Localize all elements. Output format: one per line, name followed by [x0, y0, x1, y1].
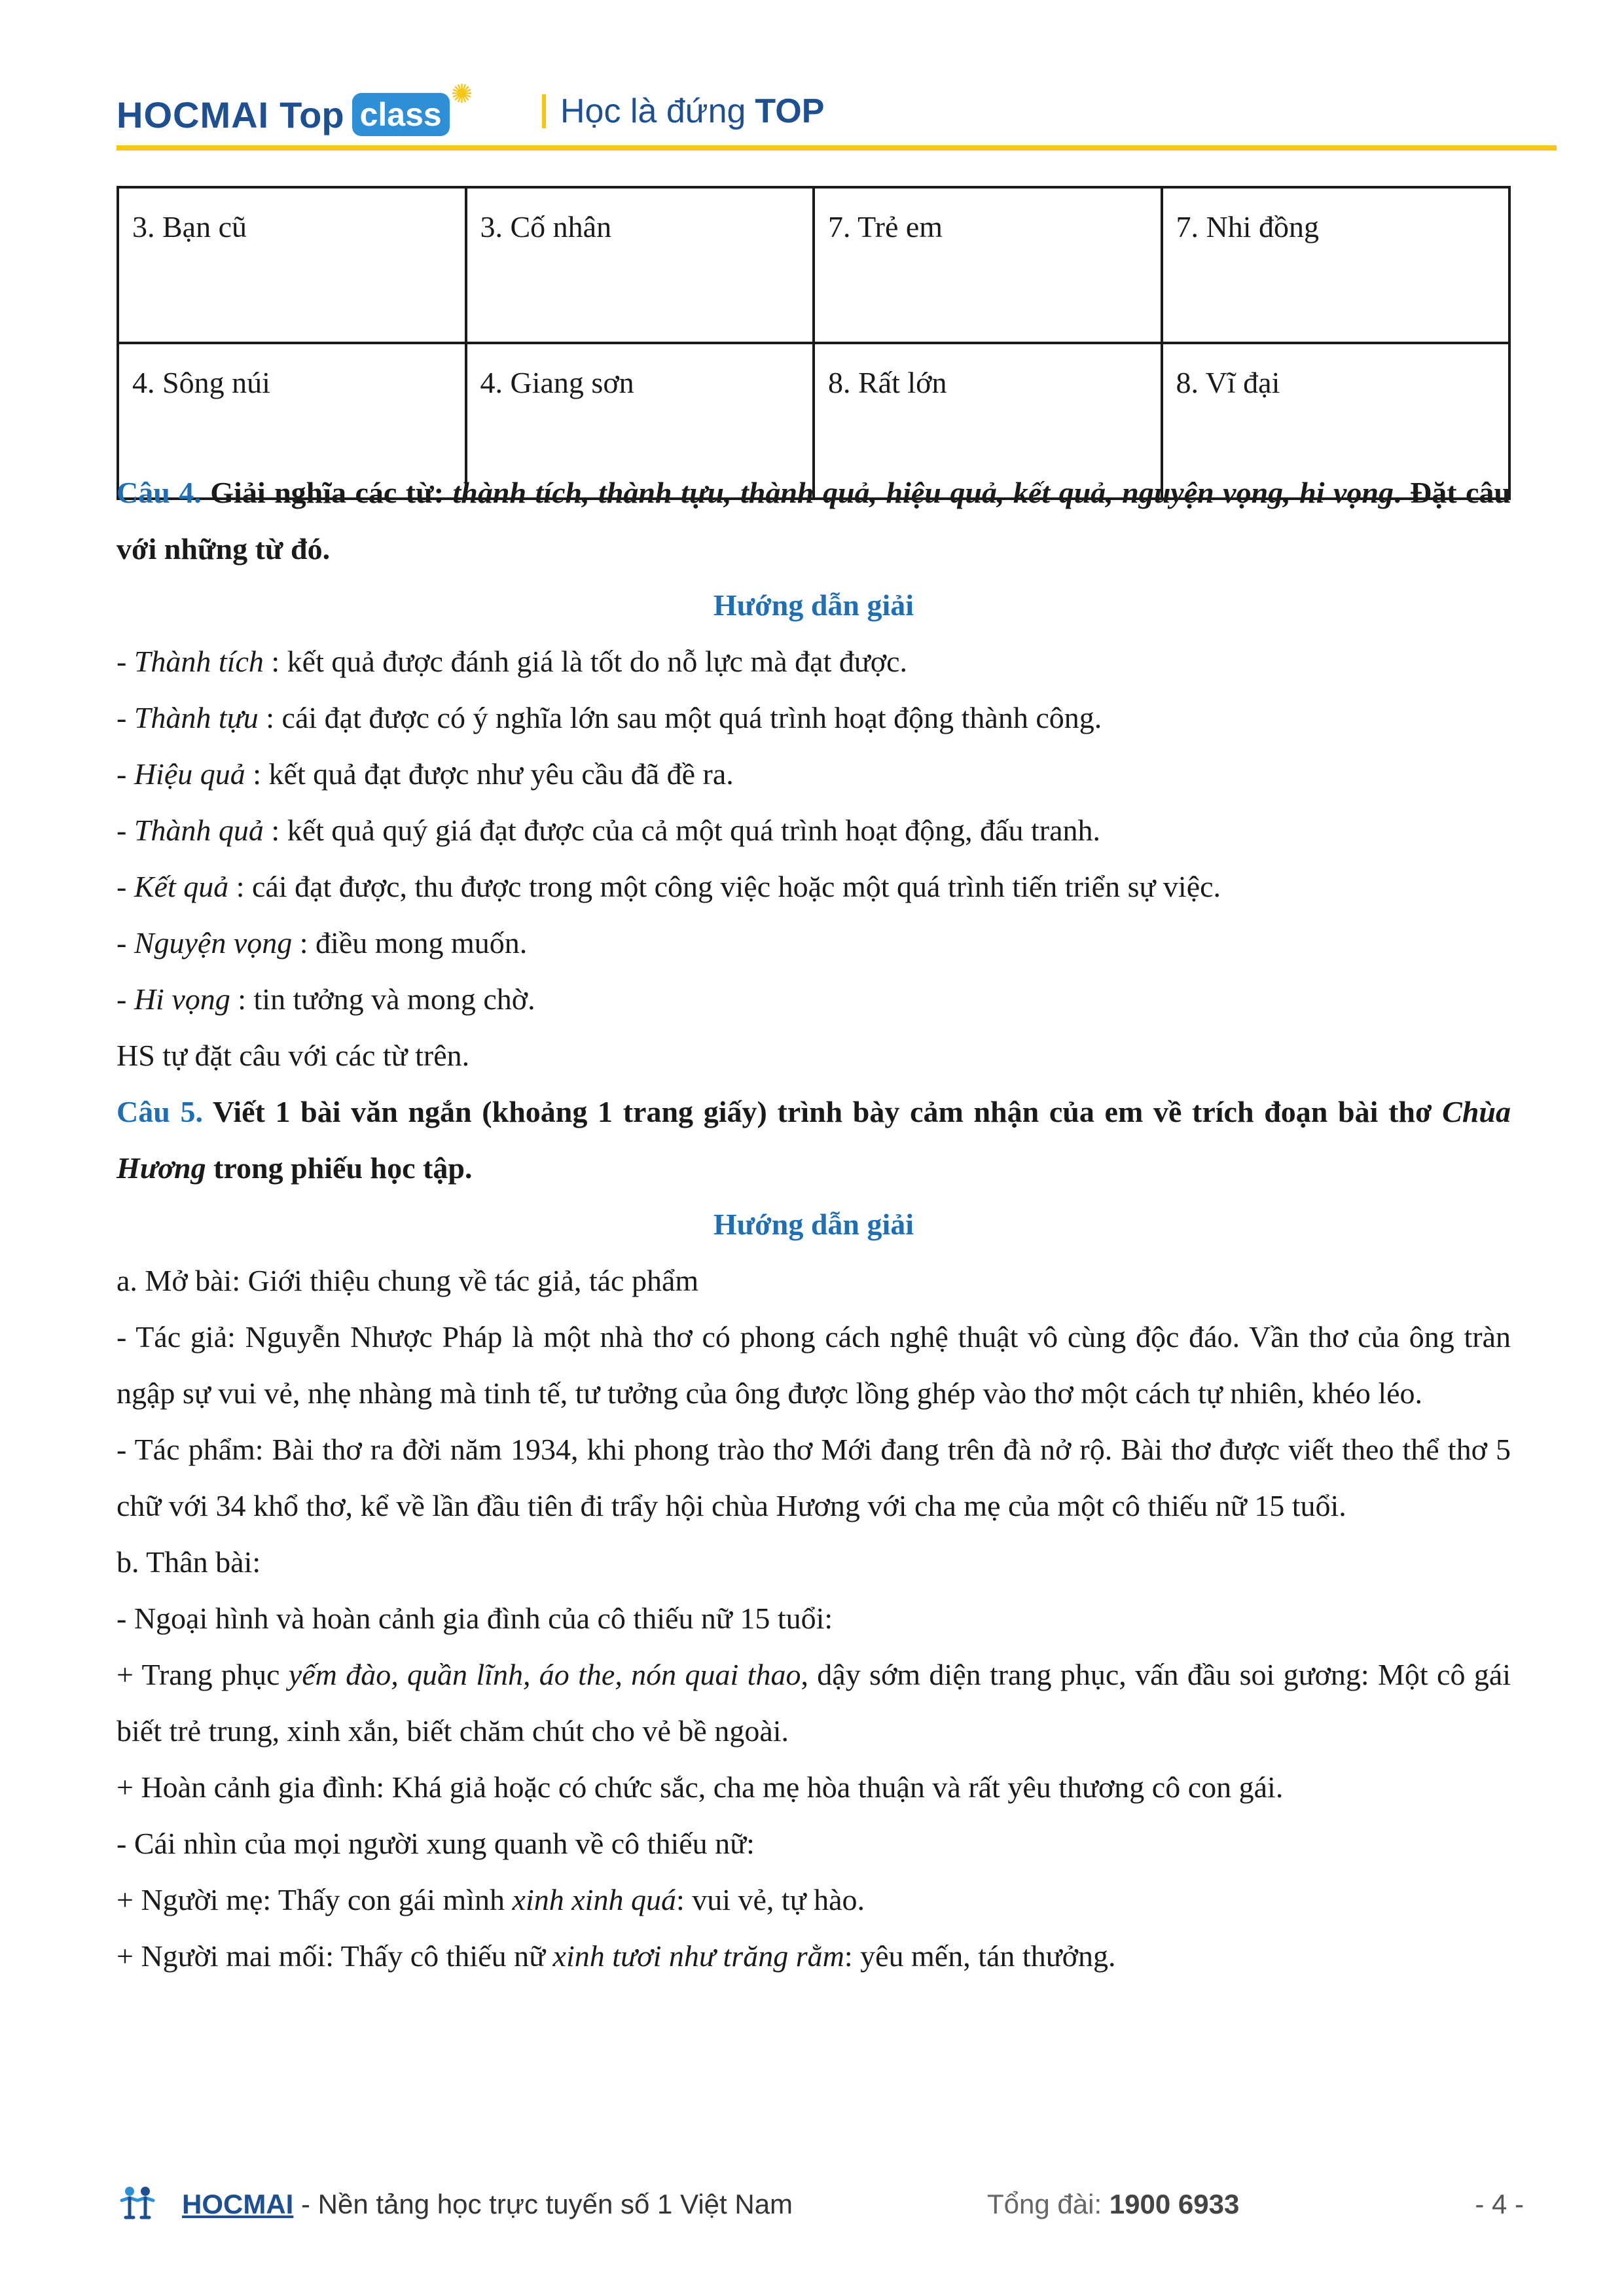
table-cell: 3. Bạn cũ: [118, 187, 466, 343]
definition-text: : kết quả đạt được như yêu cầu đã đề ra.: [245, 757, 734, 791]
section-heading: b. Thân bài:: [117, 1545, 261, 1579]
question-5-text-end: trong phiếu học tập.: [206, 1151, 473, 1185]
definition-term: Thành quả: [134, 814, 264, 847]
definition-term: Thành tích: [134, 645, 264, 678]
definition-text: : điều mong muốn.: [292, 926, 528, 960]
definition-text: : cái đạt được có ý nghĩa lớn sau một quá trình hoạt động thành công.: [258, 701, 1102, 734]
costume-text: + Trang phục: [117, 1658, 289, 1691]
question-4: [117, 465, 1511, 577]
definition-text: : kết quả được đánh giá là tốt do nỗ lực mà đạt được.: [263, 645, 908, 678]
page-header: [117, 72, 1557, 157]
logo-class-badge: class: [352, 93, 450, 136]
costume-items: yếm đào, quần lĩnh, áo the, nón quai thao: [288, 1658, 801, 1691]
header-tagline: [542, 92, 824, 131]
table-cell: 4. Giang sơn: [466, 343, 814, 499]
hocmai-people-icon: [117, 2183, 158, 2225]
matchmaker-line: [117, 1928, 1511, 1984]
author-paragraph: - Tác giả: Nguyễn Nhược Pháp là một nhà thơ có phong cách nghệ thuật vô cùng độc đáo. Vần thơ của ông tràn ngập sự vui vẻ, nhẹ nhàng mà tinh tế, tư tưởng của ông được lồng ghép vào thơ một cách tự nhiên, khéo léo.: [117, 1320, 1511, 1410]
definition-term: Hiệu quả: [134, 757, 245, 791]
work-paragraph: - Tác phẩm: Bài thơ ra đời năm 1934, khi phong trào thơ Mới đang trên đà nở rộ. Bài thơ được viết theo thể thơ 5 chữ với 34 khổ thơ, kể về lần đầu tiên đi trẩy hội chùa Hương với cha mẹ của một cô thiếu nữ 15 tuổi.: [117, 1433, 1511, 1522]
footer-brand: [182, 2189, 793, 2220]
synonym-table: [117, 186, 1511, 500]
sun-icon: ✺: [450, 79, 473, 109]
definition-text: : kết quả quý giá đạt được của cả một quá trình hoạt động, đấu tranh.: [263, 814, 1101, 847]
section-heading: a. Mở bài: Giới thiệu chung về tác giả, tác phẩm: [117, 1264, 699, 1297]
tagline-top: TOP: [755, 92, 825, 130]
question-5-text: Viết 1 bài văn ngắn (khoảng 1 trang giấy) trình bày cảm nhận của em về trích đoạn bài thơ: [202, 1095, 1443, 1128]
table-cell: 4. Sông núi: [118, 343, 466, 499]
logo-hocmai-text: HOCMAI: [117, 94, 270, 135]
question-4-text-end: . Đặt câu với những từ đó.: [117, 476, 1511, 565]
table-row: [118, 187, 1509, 343]
table-cell: 7. Nhi đồng: [1162, 187, 1510, 343]
mother-line: [117, 1872, 1511, 1928]
footer-hotline: [987, 2189, 1239, 2220]
definition-text: : tin tưởng và mong chờ.: [230, 982, 535, 1016]
question-4-label: Câu 4.: [117, 476, 202, 509]
guide-heading: Hướng dẫn giải: [713, 588, 914, 622]
table-cell: 3. Cố nhân: [466, 187, 814, 343]
appearance-line: - Ngoại hình và hoàn cảnh gia đình của cô thiếu nữ 15 tuổi:: [117, 1602, 833, 1635]
view-line: - Cái nhìn của mọi người xung quanh về cô thiếu nữ:: [117, 1827, 755, 1860]
question-4-text: Giải nghĩa các từ:: [201, 476, 453, 509]
definition-term: Thành tựu: [134, 701, 259, 734]
tagline-prefix: Học là đứng: [560, 92, 746, 130]
hotline-label: Tổng đài:: [987, 2189, 1110, 2219]
costume-text-end: , dậy sớm diện trang phục, vấn đầu soi gương: Một cô gái biết trẻ trung, xinh xắn, biết chăm chút cho vẻ bề ngoài.: [117, 1658, 1511, 1748]
matchmaker-text: + Người mai mối: Thấy cô thiếu nữ: [117, 1939, 553, 1973]
logo-top-text: Top: [280, 94, 344, 135]
question-5: [117, 1084, 1511, 1196]
header-rule: [117, 145, 1557, 151]
matchmaker-quote: xinh tươi như trăng rằm: [552, 1939, 844, 1973]
page-number: - 4 -: [1475, 2189, 1524, 2219]
costume-paragraph: [117, 1647, 1511, 1759]
definition-item: - Kết quả : cái đạt được, thu được trong một công việc hoặc một quá trình tiến triển sự việc.: [117, 870, 1221, 903]
table-cell: 8. Rất lớn: [814, 343, 1162, 499]
definition-item: - Nguyện vọng : điều mong muốn.: [117, 926, 528, 960]
question-5-label: Câu 5.: [117, 1095, 203, 1128]
definition-text: : cái đạt được, thu được trong một công việc hoặc một quá trình tiến triển sự việc.: [228, 870, 1221, 903]
matchmaker-text-end: : yêu mến, tán thưởng.: [844, 1939, 1116, 1973]
closing-note: HS tự đặt câu với các từ trên.: [117, 1039, 470, 1072]
mother-quote: xinh xinh quá: [512, 1883, 676, 1916]
definition-item: - Hiệu quả : kết quả đạt được như yêu cầu đã đề ra.: [117, 757, 734, 791]
definition-term: Nguyện vọng: [134, 926, 293, 960]
poem-title: Chùa Hương: [117, 1095, 1511, 1185]
table-cell: 8. Vĩ đại: [1162, 343, 1510, 499]
definition-item: - Hi vọng : tin tưởng và mong chờ.: [117, 982, 535, 1016]
definition-item: - Thành tích : kết quả được đánh giá là tốt do nỗ lực mà đạt được.: [117, 645, 908, 678]
tagline-divider: [542, 94, 546, 128]
page-footer: [117, 2183, 1524, 2229]
footer-brand-link[interactable]: HOCMAI: [182, 2189, 294, 2219]
mother-text-end: : vui vẻ, tự hào.: [676, 1883, 865, 1916]
mother-text: + Người mẹ: Thấy con gái mình: [117, 1883, 513, 1916]
hotline-number: 1900 6933: [1109, 2189, 1240, 2219]
definition-item: - Thành quả : kết quả quý giá đạt được của cả một quá trình hoạt động, đấu tranh.: [117, 814, 1101, 847]
footer-slogan: - Nền tảng học trực tuyến số 1 Việt Nam: [293, 2189, 793, 2219]
hocmai-topclass-logo: [117, 79, 473, 136]
definition-term: Hi vọng: [134, 982, 230, 1016]
definition-item: - Thành tựu : cái đạt được có ý nghĩa lớn sau một quá trình hoạt động thành công.: [117, 701, 1102, 734]
table-cell: 7. Trẻ em: [814, 187, 1162, 343]
family-line: + Hoàn cảnh gia đình: Khá giả hoặc có chức sắc, cha mẹ hòa thuận và rất yêu thương cô con gái.: [117, 1770, 1284, 1804]
main-content: [117, 465, 1511, 1984]
guide-heading: Hướng dẫn giải: [713, 1208, 914, 1241]
question-4-words: thành tích, thành tựu, thành quả, hiệu quả, kết quả, nguyện vọng, hi vọng: [452, 476, 1394, 509]
definition-term: Kết quả: [134, 870, 229, 903]
